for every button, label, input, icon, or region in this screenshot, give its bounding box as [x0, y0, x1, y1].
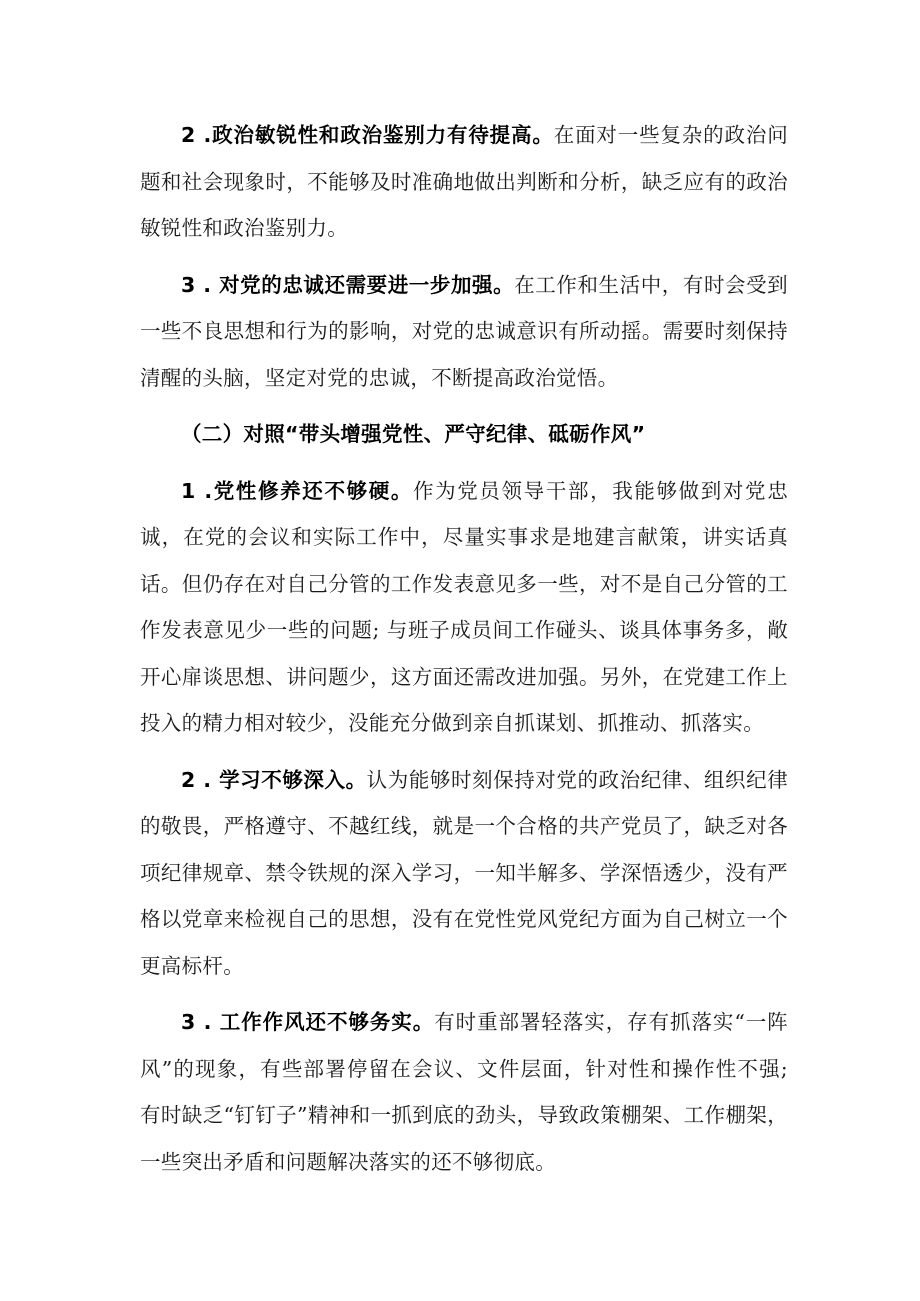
paragraph-political-sensitivity: [140, 112, 788, 252]
paragraph-lead: 3 . 工作作风还不够务实。: [181, 1010, 435, 1034]
document-body: [140, 112, 788, 1185]
paragraph-loyalty: [140, 262, 788, 402]
paragraph-party-spirit: [140, 468, 788, 747]
paragraph-lead: 1 .党性修养还不够硬。: [181, 478, 413, 503]
paragraph-lead: 2 .政治敏锐性和政治鉴别力有待提高。: [181, 123, 554, 147]
paragraph-body: 认为能够时刻保持对党的政治纪律、组织纪律的敬畏，严格遵守、不越红线，就是一个合格的共产党员了，缺乏对各项纪律规章、禁令铁规的深入学习，一知半解多、学深悟透少，没有严格以党章来检视自己的思想，没有在党性党风党纪方面为自己树立一个更高标杆。: [140, 767, 788, 978]
paragraph-body: 作为党员领导干部，我能够做到对党忠诚，在党的会议和实际工作中，尽量实事求是地建言献策，讲实话真话。但仍存在对自己分管的工作发表意见多一些，对不是自己分管的工作发表意见少一些的问题; 与班子成员间工作碰头、谈具体事务多，敞开心扉谈思想、讲问题少，这方面还需改进加强。另外，在党建工作上投入的精力相对较少，没能充分做到亲自抓谋划、抓推动、抓落实。: [140, 478, 788, 735]
paragraph-study: [140, 757, 788, 990]
paragraph-body: 有时重部署轻落实，存有抓落实“一阵风”的现象，有些部署停留在会议、文件层面，针对性和操作性不强; 有时缺乏“钉钉子”精神和一抓到底的劲头，导致政策棚架、工作棚架，一些突出矛盾和问题解决落实的还不够彻底。: [140, 1010, 788, 1174]
paragraph-work-style: [140, 999, 788, 1185]
paragraph-body: 在面对一些复杂的政治问题和社会现象时，不能够及时准确地做出判断和分析，缺乏应有的政治敏锐性和政治鉴别力。: [140, 123, 788, 240]
section-heading: （二）对照“带头增强党性、严守纪律、砥砺作风”: [181, 422, 646, 446]
paragraph-body: 在工作和生活中，有时会受到一些不良思想和行为的影响，对党的忠诚意识有所动摇。需要时刻保持清醒的头脑，坚定对党的忠诚，不断提高政治觉悟。: [140, 272, 788, 390]
paragraph-lead: 3 . 对党的忠诚还需要进一步加强。: [181, 272, 515, 297]
paragraph-lead: 2 . 学习不够深入。: [181, 767, 367, 792]
